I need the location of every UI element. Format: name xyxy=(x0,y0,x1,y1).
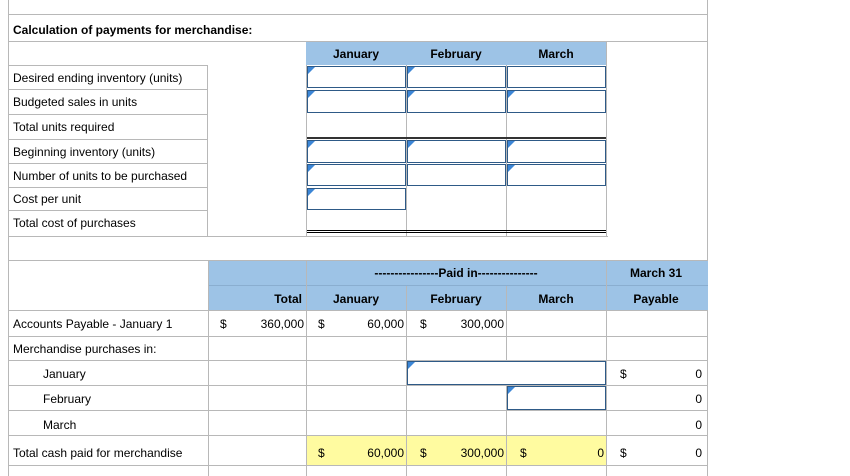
rule xyxy=(8,465,708,466)
input-jan-purchases-paid[interactable] xyxy=(407,361,606,385)
col-sep xyxy=(208,261,209,476)
row-total-cash-paid: Total cash paid for merchandise xyxy=(13,446,183,460)
header-march: March xyxy=(538,47,574,61)
col-sep xyxy=(406,436,407,465)
rule xyxy=(8,163,208,164)
march31-header: March 31 xyxy=(629,266,683,280)
input-flag-icon xyxy=(308,165,315,172)
rule xyxy=(8,89,208,90)
rule xyxy=(8,65,208,66)
feb-payable-value: 0 xyxy=(695,392,702,406)
input-desired-ending-jan[interactable] xyxy=(307,66,406,88)
row-purchases-february: February xyxy=(43,392,92,406)
header-payable: Payable xyxy=(633,292,679,306)
paid-in-header: ----------------Paid in--------------- xyxy=(374,266,538,280)
input-budgeted-sales-mar[interactable] xyxy=(507,90,606,113)
input-flag-icon xyxy=(408,141,415,148)
input-units-purchased-jan[interactable] xyxy=(307,164,406,186)
input-flag-icon xyxy=(408,362,415,369)
rule xyxy=(307,230,606,233)
input-flag-icon xyxy=(508,387,515,394)
row-purchases-january: January xyxy=(43,367,86,381)
header-january: January xyxy=(332,47,380,61)
mar-payable-value: 0 xyxy=(695,418,702,432)
input-flag-icon xyxy=(308,91,315,98)
input-flag-icon xyxy=(308,189,315,196)
header-paid-january: January xyxy=(332,292,380,306)
ap-total-currency: $ xyxy=(220,317,227,331)
ap-jan-value: 60,000 xyxy=(367,317,404,331)
row-beginning-inventory: Beginning inventory (units) xyxy=(13,145,156,159)
jan-payable-currency: $ xyxy=(620,367,627,381)
row-cost-per-unit: Cost per unit xyxy=(13,192,82,206)
section-title: Calculation of payments for merchandise: xyxy=(13,23,253,37)
input-desired-ending-feb[interactable] xyxy=(407,66,506,88)
ap-jan-currency: $ xyxy=(318,317,325,331)
input-flag-icon xyxy=(508,165,515,172)
total-payable-currency: $ xyxy=(620,446,627,460)
row-total-units-required: Total units required xyxy=(13,120,115,134)
input-flag-icon xyxy=(508,91,515,98)
sheet-top-rule xyxy=(8,14,708,15)
col-sep xyxy=(506,436,507,465)
rule xyxy=(208,285,708,286)
rule xyxy=(8,114,208,115)
rule xyxy=(8,139,208,140)
input-flag-icon xyxy=(408,91,415,98)
row-units-to-purchase: Number of units to be purchased xyxy=(13,169,188,183)
rule xyxy=(8,236,608,237)
total-jan-currency: $ xyxy=(318,446,325,460)
total-feb-value: 300,000 xyxy=(460,446,504,460)
total-mar-value: 0 xyxy=(597,446,604,460)
input-budgeted-sales-jan[interactable] xyxy=(307,90,406,113)
rule xyxy=(8,410,708,411)
input-flag-icon xyxy=(408,67,415,74)
ap-total-value: 360,000 xyxy=(260,317,304,331)
header-paid-march: March xyxy=(538,292,574,306)
row-budgeted-sales: Budgeted sales in units xyxy=(13,95,138,109)
input-feb-purchases-paid[interactable] xyxy=(507,386,606,410)
total-feb-currency: $ xyxy=(420,446,427,460)
rule xyxy=(8,336,708,337)
col-sep xyxy=(606,261,607,476)
input-beginning-inv-feb[interactable] xyxy=(407,140,506,163)
input-units-purchased-feb[interactable] xyxy=(407,164,506,186)
ap-feb-value: 300,000 xyxy=(460,317,504,331)
header-total: Total xyxy=(274,292,302,306)
row-desired-ending-inventory: Desired ending inventory (units) xyxy=(13,71,183,85)
ap-feb-currency: $ xyxy=(420,317,427,331)
input-units-purchased-mar[interactable] xyxy=(507,164,606,186)
input-flag-icon xyxy=(308,67,315,74)
row-purchases-march: March xyxy=(43,418,77,432)
rule xyxy=(307,137,606,139)
total-mar-currency: $ xyxy=(520,446,527,460)
input-beginning-inv-mar[interactable] xyxy=(507,140,606,163)
sheet-right-border xyxy=(707,0,708,476)
header-paid-february: February xyxy=(430,292,482,306)
header-february: February xyxy=(430,47,482,61)
input-flag-icon xyxy=(308,141,315,148)
rule xyxy=(8,187,208,188)
total-jan-value: 60,000 xyxy=(367,446,404,460)
jan-payable-value: 0 xyxy=(695,367,702,381)
input-beginning-inv-jan[interactable] xyxy=(307,140,406,163)
total-payable-value: 0 xyxy=(695,446,702,460)
col-sep xyxy=(606,42,607,237)
rule xyxy=(8,210,208,211)
row-accounts-payable: Accounts Payable - January 1 xyxy=(13,317,173,331)
input-flag-icon xyxy=(508,141,515,148)
row-total-cost-purchases: Total cost of purchases xyxy=(13,216,136,230)
row-merchandise-purchases: Merchandise purchases in: xyxy=(13,342,157,356)
input-cost-per-unit-jan[interactable] xyxy=(307,188,406,210)
merchandise-payments-sheet xyxy=(8,0,708,476)
input-desired-ending-mar[interactable] xyxy=(507,66,606,88)
rule xyxy=(8,310,708,311)
input-budgeted-sales-feb[interactable] xyxy=(407,90,506,113)
